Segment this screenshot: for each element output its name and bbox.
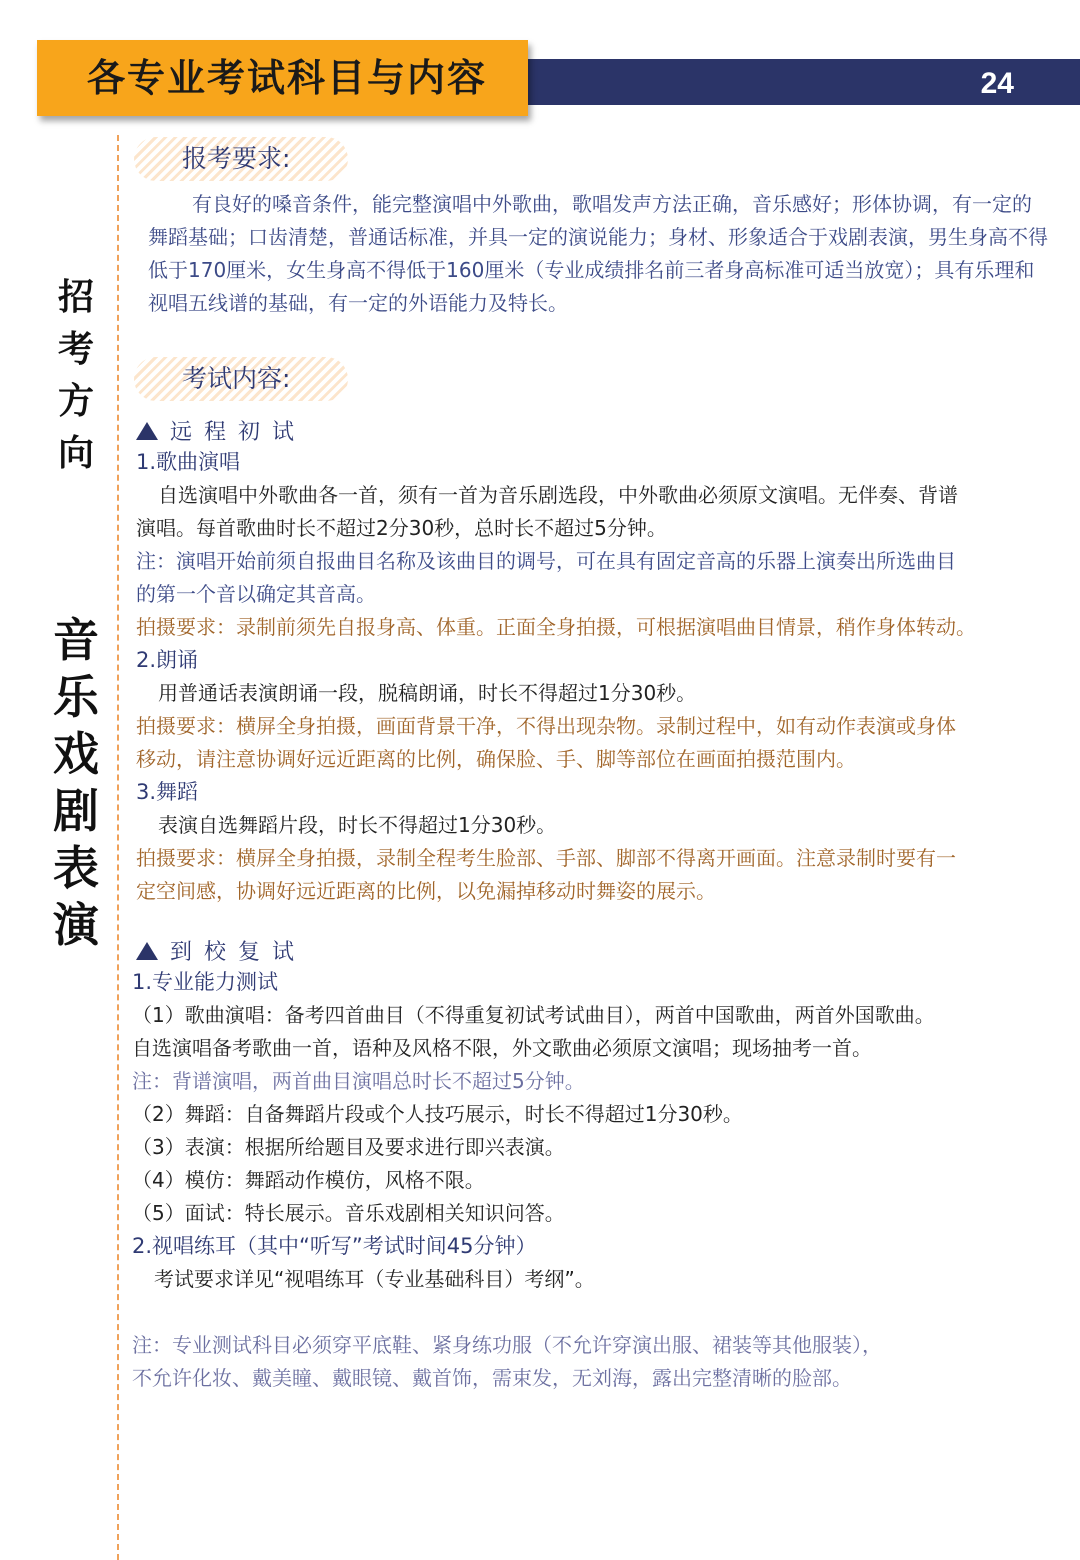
pro-item: 自选演唱备考歌曲一首，语种及风格不限，外文歌曲必须原文演唱；现场抽考一首。	[132, 1036, 872, 1060]
requirements-label: 报考要求:	[182, 144, 291, 173]
title-box	[37, 40, 528, 116]
dashed-divider	[117, 135, 119, 1560]
recite-film-req: 移动，请注意协调好远近距离的比例，确保脸、手、脚等部位在画面拍摄范围内。	[136, 747, 856, 771]
category-vertical-label	[52, 272, 100, 480]
dance-film-req: 拍摄要求：横屏全身拍摄，录制全程考生脸部、手部、脚部不得离开画面。注意录制时要有一	[136, 846, 956, 870]
pro-item: （2）舞蹈：自备舞蹈片段或个人技巧展示，时长不得超过1分30秒。	[132, 1102, 743, 1126]
major-char: 乐	[53, 670, 99, 724]
singing-note: 注：演唱开始前须自报曲目名称及该曲目的调号，可在具有固定音高的乐器上演奏出所选曲目	[136, 549, 956, 573]
pro-item: （4）模仿：舞蹈动作模仿，风格不限。	[132, 1168, 485, 1192]
pro-item: （3）表演：根据所给题目及要求进行即兴表演。	[132, 1135, 565, 1159]
major-char: 表	[53, 841, 99, 895]
requirements-text: 有良好的嗓音条件，能完整演唱中外歌曲，歌唱发声方法正确，音乐感好；形体协调，有一定的舞蹈基础；口齿清楚，普通话标准，并具一定的演说能力；身材、形象适合于戏剧表演，男生身高不得低于170厘米，女生身高不得低于160厘米（专业成绩排名前三者身高标准可适当放宽）；具有乐理和视唱五线谱的基础，有一定的外语能力及特长。	[148, 192, 1048, 315]
category-char: 方	[57, 381, 94, 422]
major-char: 演	[53, 898, 99, 952]
recite-title: 2.朗诵	[136, 648, 199, 672]
content-label: 考试内容:	[182, 364, 291, 393]
major-char: 音	[53, 613, 99, 667]
singing-film-req: 拍摄要求：录制前须先自报身高、体重。正面全身拍摄，可根据演唱曲目情景，稍作身体转动。	[136, 615, 976, 639]
triangle-icon	[136, 942, 158, 960]
singing-note: 的第一个音以确定其音高。	[136, 582, 376, 606]
page-number: 24	[980, 67, 1014, 100]
sight-singing-text: 考试要求详见“视唱练耳（专业基础科目）考纲”。	[154, 1267, 595, 1291]
remote-section-heading	[136, 418, 306, 448]
final-note: 不允许化妆、戴美瞳、戴眼镜、戴首饰，需束发，无刘海，露出完整清晰的脸部。	[132, 1366, 852, 1390]
page-title: 各专业考试科目与内容	[87, 56, 488, 100]
singing-line: 自选演唱中外歌曲各一首，须有一首为音乐剧选段，中外歌曲必须原文演唱。无伴奏、背谱	[158, 483, 958, 507]
pro-item: （1）歌曲演唱：备考四首曲目（不得重复初试考试曲目），两首中国歌曲，两首外国歌曲。	[132, 1003, 935, 1027]
sight-singing-title: 2.视唱练耳（其中“听写”考试时间45分钟）	[132, 1234, 537, 1258]
dance-title: 3.舞蹈	[136, 780, 199, 804]
content-badge	[134, 357, 348, 401]
category-char: 向	[57, 433, 94, 474]
singing-line: 演唱。每首歌曲时长不超过2分30秒，总时长不超过5分钟。	[136, 516, 667, 540]
major-char: 戏	[53, 727, 99, 781]
onsite-section-title: 到校复试	[170, 940, 307, 965]
pro-test-title: 1.专业能力测试	[132, 970, 279, 994]
singing-title: 1.歌曲演唱	[136, 450, 241, 474]
dance-text: 表演自选舞蹈片段，时长不得超过1分30秒。	[158, 813, 557, 837]
remote-section-title: 远程初试	[170, 420, 307, 445]
recite-text: 用普通话表演朗诵一段，脱稿朗诵，时长不得超过1分30秒。	[158, 681, 697, 705]
final-note: 注：专业测试科目必须穿平底鞋、紧身练功服（不允许穿演出服、裙装等其他服装），	[132, 1333, 882, 1357]
major-char: 剧	[53, 784, 99, 838]
dance-film-req: 定空间感，协调好远近距离的比例，以免漏掉移动时舞姿的展示。	[136, 879, 716, 903]
onsite-section-heading	[136, 938, 306, 968]
triangle-icon	[136, 422, 158, 440]
category-char: 招	[57, 277, 94, 318]
recite-film-req: 拍摄要求：横屏全身拍摄，画面背景干净，不得出现杂物。录制过程中，如有动作表演或身体	[136, 714, 956, 738]
pro-note: 注：背谱演唱，两首曲目演唱总时长不超过5分钟。	[132, 1069, 585, 1093]
major-vertical-label	[50, 612, 102, 954]
pro-item: （5）面试：特长展示。音乐戏剧相关知识问答。	[132, 1201, 565, 1225]
requirements-badge	[134, 137, 348, 181]
category-char: 考	[57, 329, 94, 370]
